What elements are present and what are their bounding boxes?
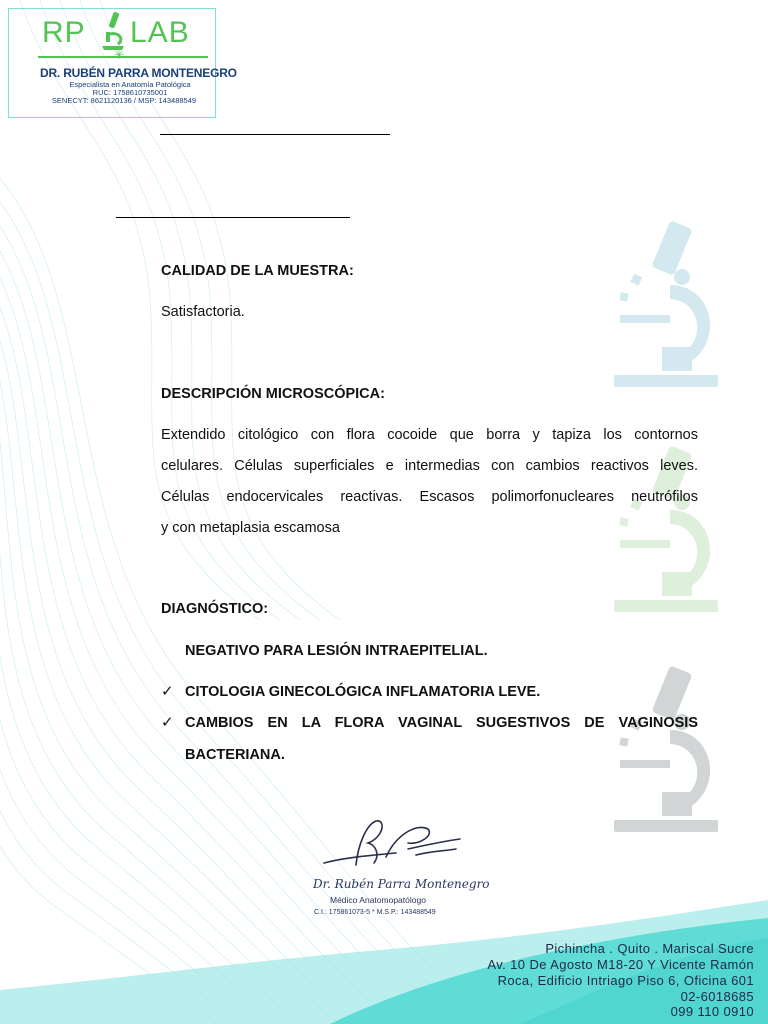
- letterhead-senecyt: SENECYT: 8621120136 / MSP: 143488549: [51, 96, 197, 105]
- handwritten-signature: [316, 815, 466, 875]
- check-icon: ✓: [161, 714, 174, 731]
- footer-address-line: Av. 10 De Agosto M18-20 Y Vicente Ramón: [487, 957, 754, 972]
- microscopic-description: [161, 420, 698, 544]
- logo-star-icon: ✳: [114, 48, 125, 62]
- quality-value: Satisfactoria.: [161, 304, 245, 320]
- blank-field-line: [116, 217, 350, 218]
- diagnosis-heading: DIAGNÓSTICO:: [161, 601, 269, 617]
- diagnosis-main: NEGATIVO PARA LESIÓN INTRAEPITELIAL.: [185, 643, 488, 659]
- signature-title: Médico Anatomopatólogo: [330, 895, 426, 905]
- footer-phone: 02-6018685: [680, 989, 754, 1004]
- microscopic-line: celulares. Células superficiales e intermedias con cambios reactivos leves.: [161, 458, 698, 474]
- letterhead-specialty: Especialista en Anatomía Patológica: [69, 80, 191, 89]
- blank-field-line: [160, 134, 390, 135]
- letterhead-doctor-name: DR. RUBÉN PARRA MONTENEGRO: [40, 66, 237, 80]
- logo-text-lab: LAB: [130, 16, 190, 49]
- letterhead-ruc: RUC: 1758610735001: [92, 88, 168, 97]
- footer-address-line: Roca, Edificio Intriago Piso 6, Oficina 601: [497, 973, 754, 988]
- signature-id: C.I.: 175861073-5 * M.S.P.: 143488549: [314, 909, 436, 916]
- logo-text-rp: RP: [42, 16, 86, 49]
- check-icon: ✓: [161, 683, 174, 700]
- footer-address-line: Pichincha . Quito . Mariscal Sucre: [545, 941, 754, 956]
- microscopic-line: y con metaplasia escamosa: [161, 520, 340, 536]
- microscopic-heading: DESCRIPCIÓN MICROSCÓPICA:: [161, 386, 385, 402]
- microscope-icon: [600, 660, 725, 840]
- diagnosis-item: CITOLOGIA GINECOLÓGICA INFLAMATORIA LEVE.: [185, 684, 541, 700]
- logo-microscope-icon: [96, 10, 130, 52]
- signature-name: Dr. Rubén Parra Montenegro: [313, 877, 490, 891]
- footer-mobile: 099 110 0910: [670, 1004, 754, 1019]
- diagnosis-item: CAMBIOS EN LA FLORA VAGINAL SUGESTIVOS DE VAGINOSIS: [185, 715, 698, 731]
- microscopic-line: Extendido citológico con flora cocoide que borra y tapiza los contornos: [161, 427, 698, 443]
- microscopic-line: Células endocervicales reactivas. Escasos polimorfonucleares neutrófilos: [161, 489, 698, 505]
- quality-heading: CALIDAD DE LA MUESTRA:: [161, 263, 354, 279]
- diagnosis-item-continued: BACTERIANA.: [185, 747, 285, 763]
